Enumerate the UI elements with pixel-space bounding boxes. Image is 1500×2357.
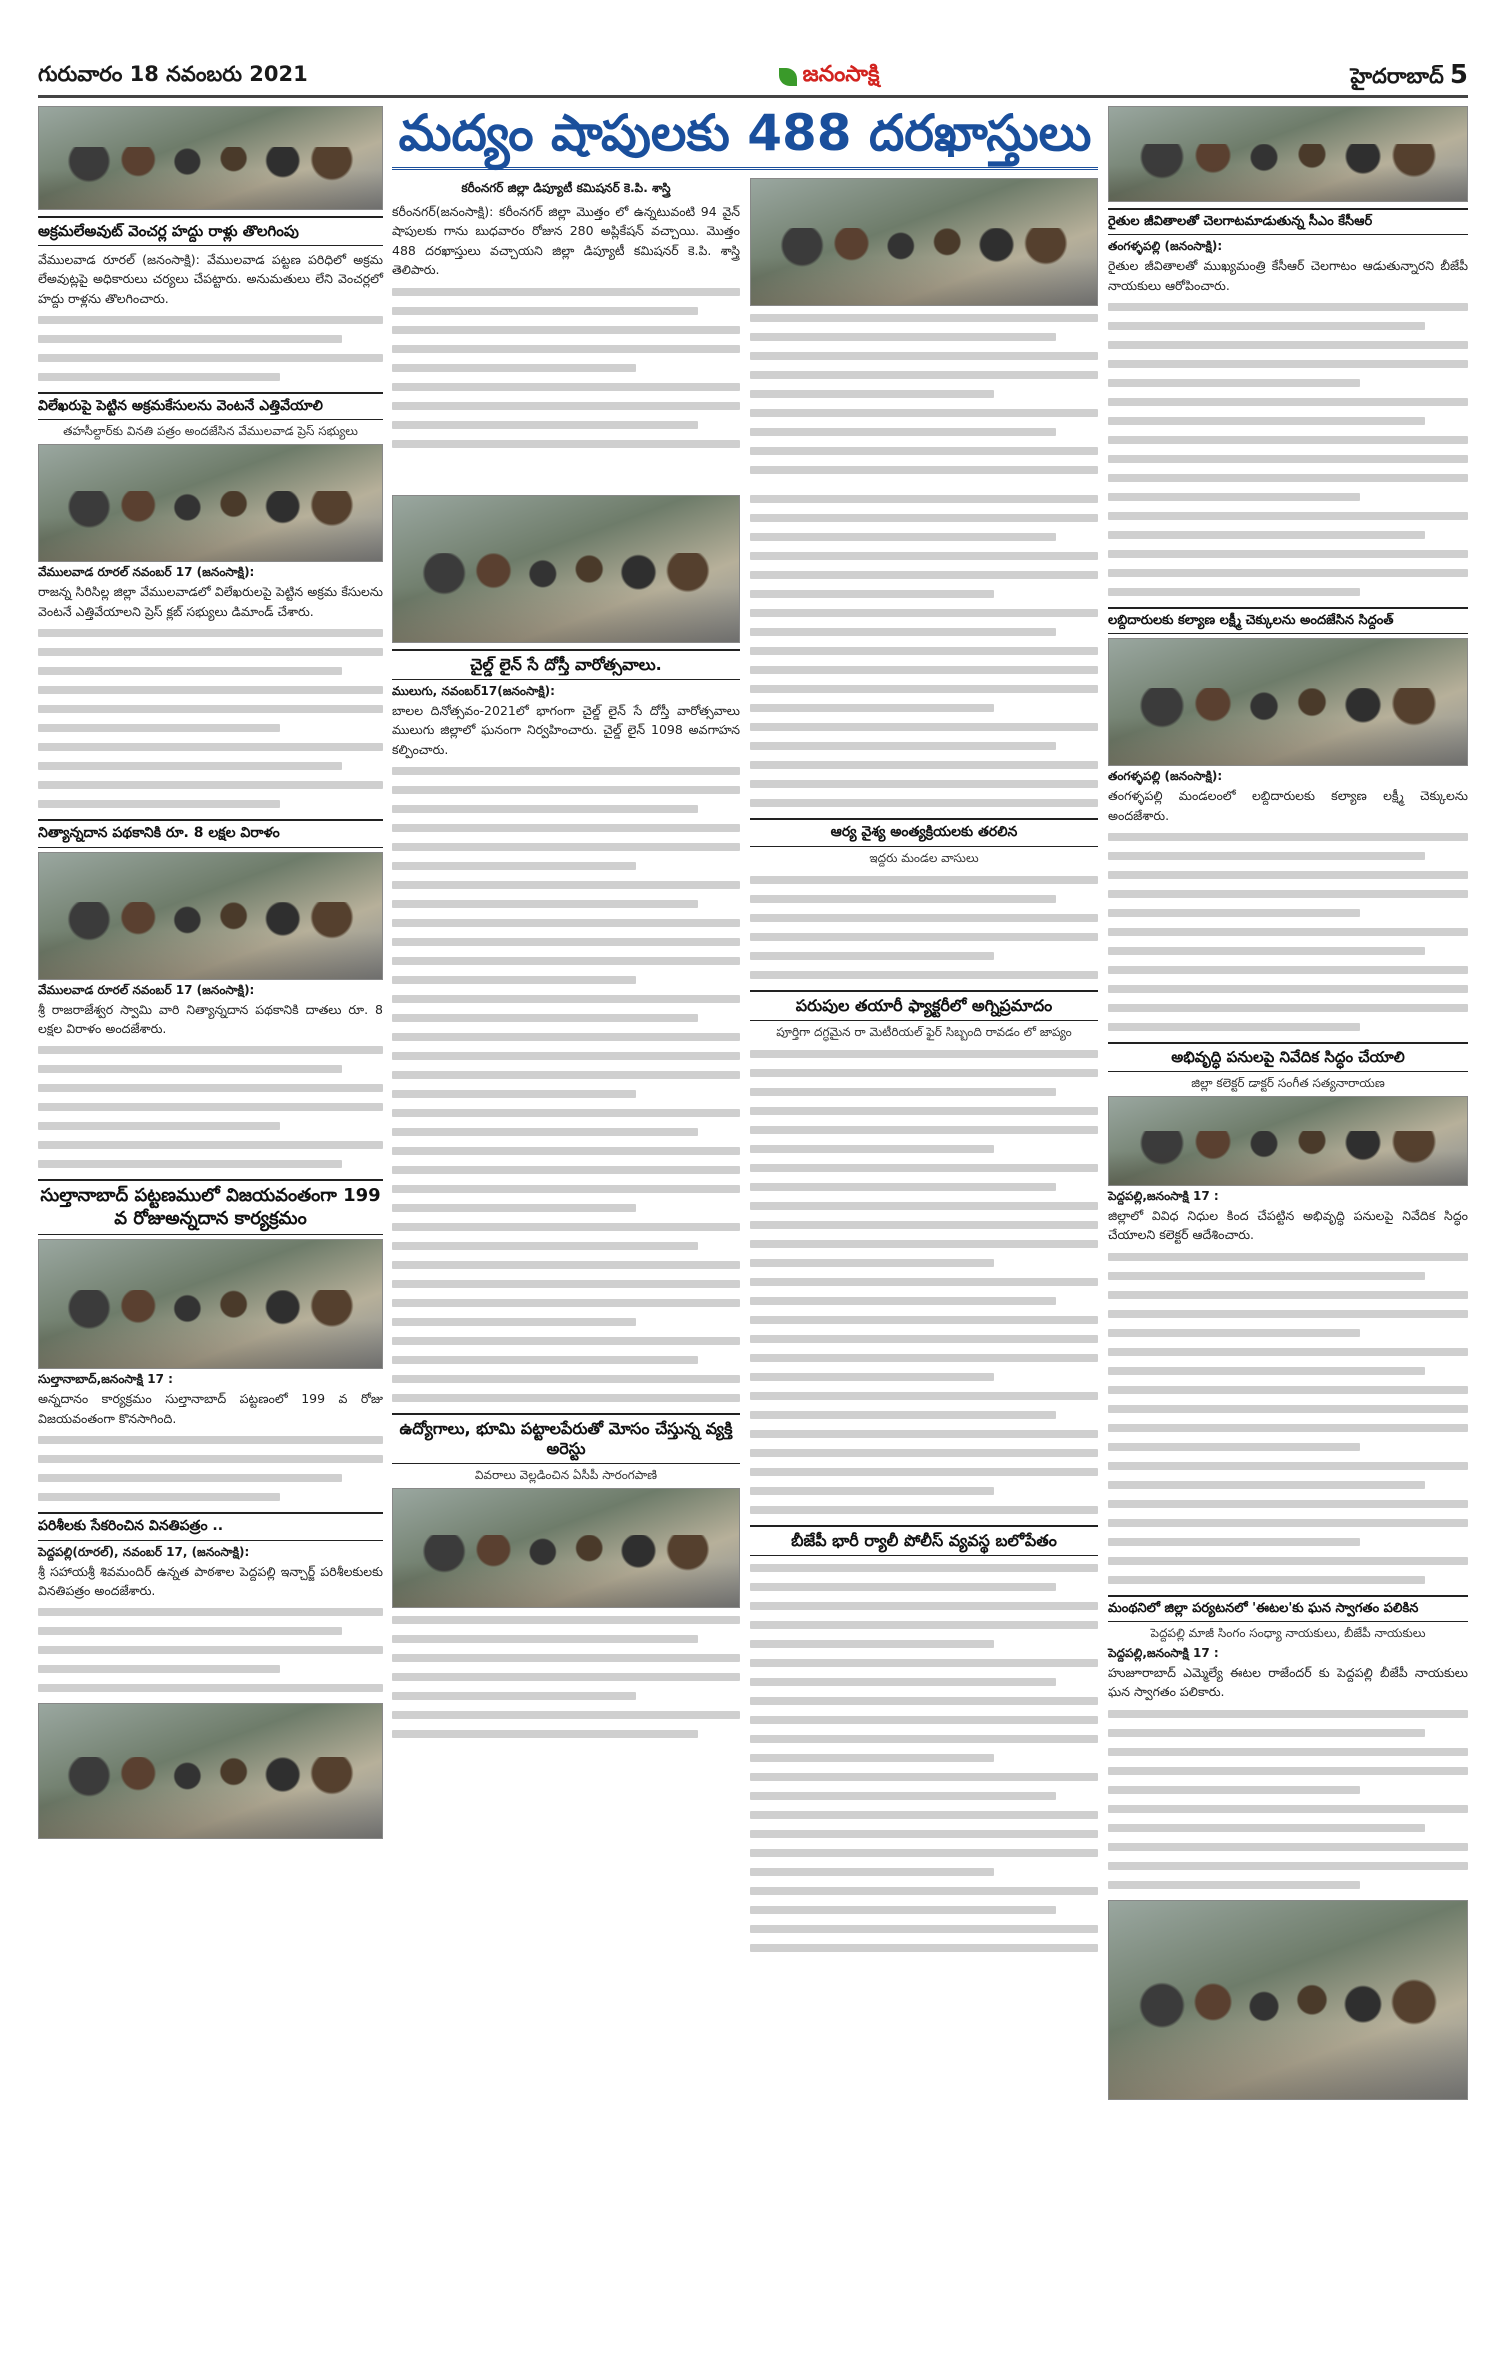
- story-headline: ఉద్యోగాలు, భూమి పట్టాలపేరుతో మోసం చేస్తున్న వ్యక్తి అరెస్టు: [392, 1413, 740, 1464]
- story-dateline: వేములవాడ రూరల్ నవంబర్ 17 (జనంసాక్షి):: [38, 565, 255, 580]
- lead-headline: మద్యం షాపులకు 488 దరఖాస్తులు: [392, 106, 1098, 170]
- story-body: శ్రీ సహాయశ్రీ శివమందిర్ ఉన్నత పాఠశాల పెద్దపల్లి ఇన్చార్జ్ పరిశీలకులకు వినతిపత్రం అందజేశారు.: [38, 1563, 383, 1598]
- story-dateline: తంగళ్ళపల్లి (జనంసాక్షి):: [1108, 239, 1223, 254]
- story-headline: పరుపుల తయారీ ఫ్యాక్టరీలో అగ్నిప్రమాదం: [750, 990, 1098, 1021]
- story-headline: నిత్యాన్నదాన పథకానికి రూ. 8 లక్షల విరాళం: [38, 819, 383, 848]
- story-headline: సుల్తానాబాద్ పట్టణములో విజయవంతంగా 199 వ రోజుఅన్నదాన కార్యక్రమం: [38, 1179, 383, 1235]
- story-photo: [38, 1703, 383, 1839]
- story-body: రాజన్న సిరిసిల్ల జిల్లా వేములవాడలో విలేఖరులపై పెట్టిన అక్రమ కేసులను వెంటనే ఎత్తివేయాలని ప్రెస్ క్లబ్ సభ్యులు డిమాండ్ చేశారు.: [38, 584, 383, 619]
- story-photo: [38, 1239, 383, 1369]
- story-photo: [38, 106, 383, 210]
- city-label: హైదరాబాద్: [1350, 63, 1444, 88]
- story-photo: [1108, 106, 1468, 202]
- story-dateline: ములుగు, నవంబర్17(జనంసాక్షి):: [392, 684, 555, 698]
- right-column: [1108, 106, 1468, 2100]
- story-headline: మంథనిలో జిల్లా పర్యటనలో 'ఈటల'కు ఘన స్వాగతం పలికిన: [1108, 1595, 1468, 1622]
- story-subhead: వివరాలు వెల్లడించిన ఏసీపీ సారంగపాణి: [474, 1468, 658, 1483]
- story-dateline: పెద్దపల్లి,జనంసాక్షి 17 :: [1108, 1188, 1219, 1203]
- story-photo: [1108, 638, 1468, 766]
- story-body: వేములవాడ రూరల్ (జనంసాక్షి): వేములవాడ పట్టణ పరిధిలో అక్రమ లేఅవుట్లపై అధికారులు చర్యలు చేపట్టారు. అనుమతులు లేని వెంచర్లలో హద్దు రాళ్లను తొలగించారు.: [38, 251, 383, 306]
- story-body: బాలల దినోత్సవం-2021లో భాగంగా చైల్డ్ లైన్ సే దోస్తీ వారోత్సవాలు ములుగు జిల్లాలో ఘనంగా నిర్వహించారు. చైల్డ్ లైన్ 1098 అవగాహన కల్పించారు.: [392, 703, 740, 757]
- story-photo: [1108, 1096, 1468, 1186]
- story-dateline: వేములవాడ రూరల్ నవంబర్ 17 (జనంసాక్షి):: [38, 982, 255, 997]
- story-body: రైతుల జీవితాలతో ముఖ్యమంత్రి కేసీఆర్ చెలగాటం ఆడుతున్నారని బీజేపీ నాయకులు ఆరోపించారు.: [1108, 258, 1468, 293]
- story-headline: లబ్దిదారులకు కల్యాణ లక్ష్మీ చెక్కులను అందజేసిన సిద్దంత్: [1108, 607, 1468, 634]
- page-number: 5: [1449, 59, 1468, 90]
- story-body: హుజూరాబాద్ ఎమ్మెల్యే ఈటల రాజేందర్ కు పెద్దపల్లి బీజేపీ నాయకులు ఘన స్వాగతం పలికారు.: [1108, 1664, 1468, 1700]
- story-headline: ఆర్య వైశ్య అంత్యక్రియలకు తరలిన: [750, 818, 1098, 847]
- leaf-icon: [779, 68, 797, 86]
- story-subhead: పెద్దపల్లి మాజీ సింగం సంధ్యా నాయకులు, బీజేపీ నాయకులు: [1150, 1625, 1426, 1640]
- story-body: జిల్లాలో వివిధ నిధుల కింద చేపట్టిన అభివృద్ధి పనులపై నివేదిక సిద్ధం చేయాలని కలెక్టర్ ఆదేశించారు.: [1108, 1207, 1468, 1243]
- story-body: అన్నదానం కార్యక్రమం సుల్తానాబాద్ పట్టణంలో 199 వ రోజు విజయవంతంగా కొనసాగింది.: [38, 1391, 383, 1426]
- paper-logo: [779, 62, 880, 92]
- story-body: తంగళ్ళపల్లి మండలంలో లబ్దిదారులకు కల్యాణ లక్ష్మీ చెక్కులను అందజేశారు.: [1108, 788, 1468, 823]
- story-headline: పరిశీలకు సేకరించిన వినతిపత్రం ..: [38, 1512, 383, 1541]
- story-photo: [38, 444, 383, 562]
- lead-photo: [750, 178, 1098, 306]
- story-dateline: పెద్దపల్లి,జనంసాక్షి 17 :: [1108, 1645, 1219, 1660]
- story-photo: [392, 495, 740, 643]
- masthead: [38, 58, 1468, 98]
- story-photo: [392, 1488, 740, 1608]
- left-column: [38, 106, 383, 1839]
- story-dateline: తంగళ్ళపల్లి (జనంసాక్షి):: [1108, 769, 1223, 784]
- lead-body: కరీంనగర్(జనంసాక్షి): కరీంనగర్ జిల్లా మొత్తం లో ఉన్నటువంటి 94 వైన్ షాపులకు గాను బుధవారం రోజున 280 అప్లికేషన్ వచ్చాయి. మొత్తం 488 దరఖాస్తులు వచ్చాయని జిల్లా డిప్యూటీ కమిషనర్ కె.పి. శాస్త్రి తెలిపారు.: [392, 204, 740, 278]
- issue-date: గురువారం 18 నవంబరు 2021: [38, 61, 308, 86]
- story-photo: [1108, 1900, 1468, 2100]
- story-headline: అభివృద్ధి పనులపై నివేదిక సిద్ధం చేయాలి: [1108, 1042, 1468, 1072]
- story-headline: రైతుల జీవితాలతో చెలగాటమాడుతున్న సీఎం కేసీఆర్: [1108, 208, 1468, 235]
- story-subhead: ఇద్దరు మండల వాసులు: [869, 850, 979, 865]
- lead-byline: కరీంనగర్ జిల్లా డిప్యూటీ కమిషనర్ కె.పి. శాస్త్రి: [461, 181, 671, 195]
- center-column: [392, 106, 1098, 1963]
- story-dateline: సుల్తానాబాద్,జనంసాక్షి 17 :: [38, 1372, 173, 1387]
- story-headline: బీజేపీ భారీ ర్యాలీ పోలీస్ వ్యవస్థ బలోపేతం: [750, 1525, 1098, 1556]
- story-subhead: పూర్తిగా దగ్ధమైన రా మెటీరియల్ ఫైర్ సిబ్బంది రావడం లో జాప్యం: [776, 1024, 1072, 1039]
- page-city: [1350, 60, 1468, 94]
- story-headline: అక్రమలేఅవుట్ వెంచర్ల హద్దు రాళ్లు తొలగింపు: [38, 216, 383, 246]
- story-headline: చైల్డ్ లైన్ సే దోస్తీ వారోత్సవాలు.: [392, 649, 740, 680]
- paper-name: జనంసాక్షి: [802, 61, 880, 87]
- story-body: శ్రీ రాజరాజేశ్వర స్వామి వారి నిత్యాన్నదాన పథకానికి దాతలు రూ. 8 లక్షల విరాళం అందజేశారు.: [38, 1001, 383, 1036]
- story-subhead: జిల్లా కలెక్టర్ డాక్టర్ సంగీత సత్యనారాయణ: [1191, 1075, 1385, 1090]
- story-photo: [38, 852, 383, 980]
- story-dateline: పెద్దపల్లి(రూరల్), నవంబర్ 17, (జనంసాక్షి):: [38, 1544, 250, 1559]
- story-headline: విలేఖరుపై పెట్టిన అక్రమకేసులను వెంటనే ఎత్తివేయాలి: [38, 392, 383, 421]
- story-subhead: తహసీల్దార్‌కు వినతి పత్రం అందజేసిన వేములవాడ ప్రెస్ సభ్యులు: [63, 424, 358, 439]
